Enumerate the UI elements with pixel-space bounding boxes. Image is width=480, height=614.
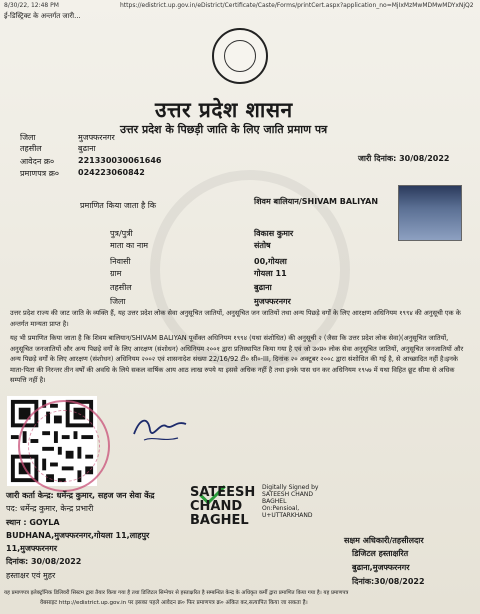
issuer-address: BUDHANA,मुजफ्फरनगर,गोयला 11,लाहपुर <box>6 531 150 540</box>
issuer-address-2: 11,मुजफ्फरनगर <box>6 544 57 553</box>
label-district: जिला <box>20 133 36 142</box>
authority-signed: डिजिटल हस्ताक्षरित <box>352 549 409 558</box>
label-mother: माता का नाम <box>110 241 149 250</box>
label-tehsil2: तहसील <box>110 283 132 292</box>
value-tehsil2: बुढाना <box>254 283 272 292</box>
value-application-no: 221330030061646 <box>78 156 162 165</box>
authority-place: बुढाना,मुजफ्फरनगर <box>352 563 410 572</box>
person-name: शिवम बालियान/SHIVAM BALIYAN <box>254 197 379 206</box>
page-note: ई-डिस्ट्रिक्ट के अन्तर्गत जारी... <box>4 12 81 20</box>
certify-intro: प्रमाणित किया जाता है कि <box>80 201 157 210</box>
label-tehsil: तहसील <box>20 144 42 153</box>
value-village: गोयला 11 <box>254 269 287 278</box>
label-application-no: आवेदन क्र० <box>20 157 55 166</box>
browser-url[interactable]: https://edistrict.up.gov.in/eDistrict/Certificate/Caste/Forms/printCert.aspx?application_no=MjIxMzMwMDMwMDYxNjQ2 <box>120 2 474 9</box>
up-government-emblem <box>212 28 268 84</box>
label-parent: पुत्र/पुत्री <box>110 229 133 238</box>
value-parent: विकास कुमार <box>254 229 294 238</box>
handwritten-signature <box>130 412 190 446</box>
emblem-inner-icon <box>224 40 256 72</box>
footer-line-2: वेबसाइट http://edistrict.up.gov.in पर इसका पहले आवेदन क्र० फिर प्रमाणपत्र क्र० अंकित कर,सत्यापित किया जा सकता है। <box>40 600 308 606</box>
value-tehsil: बुढाना <box>78 144 96 153</box>
browser-datetime: 8/30/22, 12:48 PM <box>4 2 59 9</box>
certificate-title: उत्तर प्रदेश शासन <box>155 98 293 122</box>
certificate-subtitle: उत्तर प्रदेश के पिछड़ी जाति के लिए जाति प्रमाण पत्र <box>120 123 328 136</box>
issuer-center: जारी कर्ता केन्द्र: धर्मेन्द्र कुमार, सहज जन सेवा केंद्र <box>6 491 155 500</box>
applicant-photo <box>398 185 462 241</box>
seal-stamp-inner <box>28 410 100 482</box>
paragraph-declaration: यह भी प्रमाणित किया जाता है कि शिवम बालियान/SHIVAM BALIYAN पूर्वोक्त अधिनियम १९९४ (यथा संशोधित) की अनुसूची २ (जैसा कि उत्तर प्रदेश लोक सेवा)(अनुसूचित जातियों, अनुसूचित जनजातियों और अन्य पिछड़े वर्गों के लिए आरक्षण (संशोधन) अधिनियम २००१ द्वारा प्रतिस्थापित किया गया है एवं जो उ०प्र० लोक सेवा अनुसूचित जातियों, अनुसूचित जनजातियों और अन्य पिछड़े वर्गों के लिए आरक्षण (संशोधन) अधिनियम २००२ एवं शासनादेश संख्या 22/16/92 टी० सी०-III, दिनांक २० अक्टूबर २००८ द्वारा संशोधित की गई है, से आच्छादित नहीं है।इनके माता-पिता की निरन्तर तीन वर्षों की अवधि के लिये सकल वार्षिक आय आठ लाख रुपये या इससे अधिक नहीं है तथा इनके पास धन कर अधिनियम १९५७ में यथा विहित छूट सीमा से अधिक सम्पत्ति नहीं है। <box>10 334 464 384</box>
issuer-post: पद: धर्मेन्द्र कुमार, केन्द्र प्रभारी <box>6 504 94 513</box>
issue-date: जारी दिनांक: 30/08/2022 <box>358 154 450 163</box>
signature-seal-label: हस्ताक्षर एवं मुहर <box>6 571 56 580</box>
value-resident: 00,गोयला <box>254 257 287 266</box>
value-mother: संतोष <box>254 241 271 250</box>
digital-sign-note: Digitally Signed by SATEESH CHAND BAGHEL On:Pensioal, U+UTTARKHAND <box>262 484 319 519</box>
label-village: ग्राम <box>110 269 122 278</box>
authority-date: दिनांक:30/08/2022 <box>352 577 425 586</box>
label-resident: निवासी <box>110 257 131 266</box>
paragraph-caste: उत्तर प्रदेश राज्य की जाट जाति के व्यक्ति हैं, यह उत्तर प्रदेश लोक सेवा अनुसूचित जातियों, अनुसूचित जन जातियों तथा अन्य पिछड़े वर्गों के लिए आरक्षण अधिनियम १९९४ की अनुसूची एक के अन्तर्गत मान्यता प्राप्त है। <box>10 309 461 328</box>
issuer-date: दिनांक: 30/08/2022 <box>6 557 82 566</box>
label-certificate-no: प्रमाणपत्र क्र० <box>20 169 59 178</box>
label-district2: जिला <box>110 297 126 306</box>
digital-signer-name: SATEESH CHAND BAGHEL <box>190 485 256 528</box>
value-certificate-no: 024223060842 <box>78 168 145 177</box>
footer-line-1: यह प्रमाणपत्र इलेक्ट्रॉनिक डिलिवरी सिस्टम द्वारा तैयार किया गया है तथा डिजिटल सिग्नेचर से हस्ताक्षरित है सम्बन्धित केन्द्र के अधिकृत कर्मी द्वारा प्रमाणित किया गया है। यह प्रमाणपत्र <box>4 590 349 596</box>
authority-title: सक्षम अधिकारी/तहसीलदार <box>344 536 424 545</box>
value-district2: मुजफ्फरनगर <box>254 297 291 306</box>
value-district: मुजफ्फरनगर <box>78 133 115 142</box>
issuer-place: स्थान : GOYLA <box>6 518 60 527</box>
